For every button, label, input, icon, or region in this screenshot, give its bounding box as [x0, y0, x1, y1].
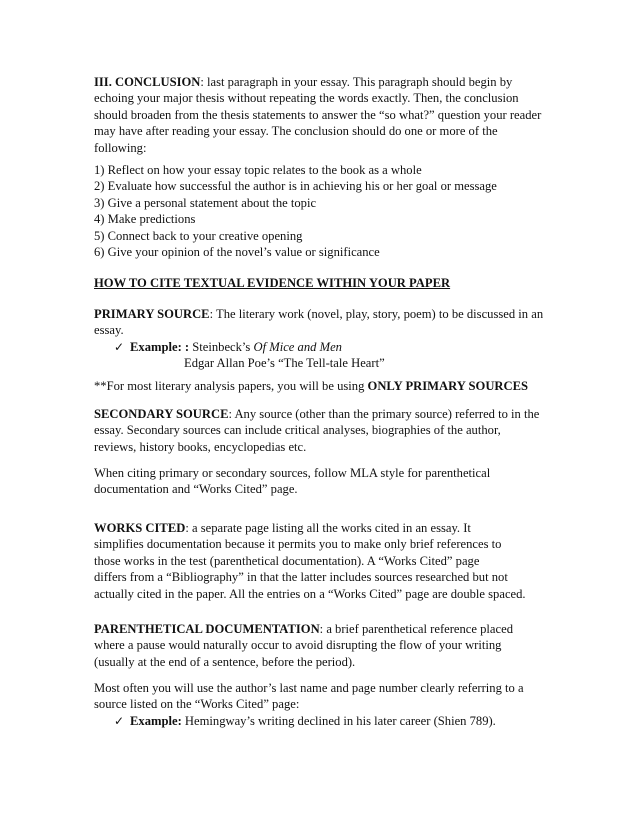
mla-text: documentation and “Works Cited” page. — [94, 482, 298, 497]
example-label: Example: — [130, 713, 182, 728]
example-label: Example: : — [130, 339, 190, 354]
conclusion-line: should broaden from the thesis statements to answer the “so what?” question your reader — [94, 107, 542, 122]
conclusion-line: may have after reading your essay. The conclusion should do one or more of the — [94, 124, 498, 139]
list-item: 1) Reflect on how your essay topic relates to the book as a whole — [94, 163, 422, 177]
works-cited-text: those works in the test (parenthetical documentation). A “Works Cited” page — [94, 553, 480, 568]
list-item: 3) Give a personal statement about the topic — [94, 195, 317, 210]
list-item: 4) Make predictions — [94, 212, 196, 227]
example-item — [94, 339, 564, 355]
conclusion-line: echoing your major thesis without repeating the words exactly. Then, the conclusion — [94, 91, 519, 106]
most-often-text: Most often you will use the author’s last name and page number clearly referring to a — [94, 681, 524, 695]
parenthetical-text: where a pause would naturally occur to avoid disrupting the flow of your writing — [94, 638, 502, 653]
parenthetical-section — [94, 621, 564, 670]
primary-section — [94, 306, 564, 372]
works-cited-text: simplifies documentation because it permits you to make only brief references to — [94, 537, 502, 552]
cite-section — [94, 275, 564, 291]
list-item: 6) Give your opinion of the novel’s value or significance — [94, 245, 380, 260]
example-item — [94, 713, 564, 729]
note-text: **For most literary analysis papers, you will be using — [94, 379, 368, 393]
conclusion-line: : last paragraph in your essay. This paragraph should begin by — [200, 75, 513, 89]
primary-heading: PRIMARY SOURCE — [94, 307, 210, 321]
checkmark-icon: ✓ — [114, 713, 125, 728]
example-text: Steinbeck’s — [189, 339, 254, 354]
secondary-section — [94, 406, 564, 455]
secondary-heading: SECONDARY SOURCE — [94, 407, 229, 421]
list-item: 5) Connect back to your creative opening — [94, 228, 303, 243]
parenthetical-text: (usually at the end of a sentence, before the period). — [94, 654, 356, 669]
most-often-text: source listed on the “Works Cited” page: — [94, 697, 300, 712]
works-cited-text: actually cited in the paper. All the entries on a “Works Cited” page are double spaced. — [94, 586, 526, 601]
parenthetical-text: : a brief parenthetical reference placed — [319, 622, 513, 636]
secondary-text: reviews, history books, encyclopedias etc. — [94, 439, 307, 454]
conclusion-list — [94, 162, 564, 260]
works-cited-section — [94, 520, 564, 602]
most-often-section — [94, 680, 564, 729]
works-cited-text: : a separate page listing all the works cited in an essay. It — [185, 521, 471, 535]
mla-text: When citing primary or secondary sources, follow MLA style for parenthetical — [94, 466, 491, 480]
conclusion-line: following: — [94, 140, 147, 155]
works-cited-text: differs from a “Bibliography” in that the latter includes sources researched but not — [94, 570, 508, 585]
primary-text: : The literary work (novel, play, story, poem) to be discussed in an — [209, 307, 544, 321]
note-section — [94, 378, 564, 394]
conclusion-section — [94, 74, 564, 156]
mla-section — [94, 465, 564, 498]
secondary-text: essay. Secondary sources can include critical analyses, biographies of the author, — [94, 423, 501, 438]
example-text: Edgar Allan Poe’s “The Tell-tale Heart” — [184, 356, 385, 371]
checkmark-icon: ✓ — [114, 339, 125, 354]
conclusion-heading: III. CONCLUSION — [94, 75, 201, 89]
note-emphasis: ONLY PRIMARY SOURCES — [367, 379, 529, 393]
example-title: Of Mice and Men — [253, 339, 342, 354]
parenthetical-heading: PARENTHETICAL DOCUMENTATION — [94, 622, 320, 636]
section-heading: HOW TO CITE TEXTUAL EVIDENCE WITHIN YOUR PAPER — [94, 276, 451, 290]
example-text: Hemingway’s writing declined in his later career (Shien 789). — [181, 713, 496, 728]
works-cited-heading: WORKS CITED — [94, 521, 186, 535]
secondary-text: : Any source (other than the primary source) referred to in the — [228, 407, 540, 421]
list-item: 2) Evaluate how successful the author is in achieving his or her goal or message — [94, 179, 497, 194]
primary-text: essay. — [94, 323, 124, 338]
